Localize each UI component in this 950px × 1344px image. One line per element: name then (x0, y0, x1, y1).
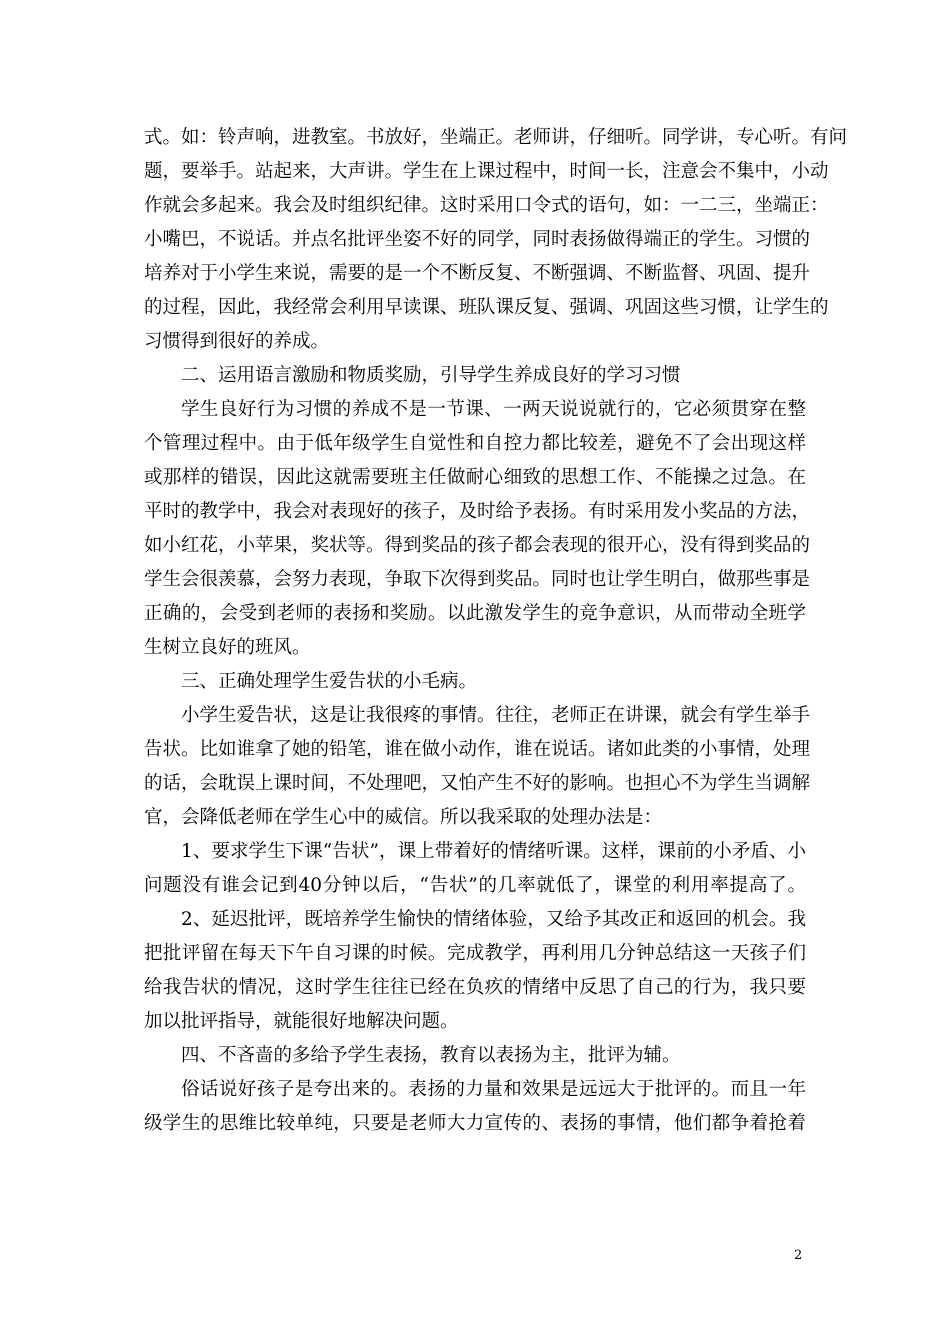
section-heading: 二、运用语言激励和物质奖励，引导学生养成良好的学习习惯 (181, 365, 681, 386)
text-line: 把批评留在每天下午自习课的时候。完成教学，再利用几分钟总结这一天孩子们 (144, 943, 806, 964)
text-line: 如小红花，小苹果，奖状等。得到奖品的孩子都会表现的很开心，没有得到奖品的 (144, 535, 811, 556)
text-line: 平时的教学中，我会对表现好的孩子，及时给予表扬。有时采用发小奖品的方法， (144, 501, 811, 522)
text-line: 问题没有谁会记到40分钟以后，“告状”的几率就低了，课堂的利用率提高了。 (144, 875, 806, 896)
text-line: 小嘴巴，不说话。并点名批评坐姿不好的同学，同时表扬做得端正的学生。习惯的 (144, 229, 811, 250)
section-heading: 四、不吝啬的多给予学生表扬，教育以表扬为主，批评为辅。 (181, 1045, 681, 1066)
text-line: 题，要举手。站起来，大声讲。学生在上课过程中，时间一长，注意会不集中，小动 (144, 161, 829, 182)
text-line: 告状。比如谁拿了她的铅笔，谁在做小动作，谁在说话。诸如此类的小事情，处理 (144, 739, 811, 760)
document-body (144, 121, 848, 1141)
text-line: 级学生的思维比较单纯，只要是老师大力宣传的、表扬的事情，他们都争着抢着 (144, 1113, 806, 1134)
text-line: 的话，会耽误上课时间，不处理吧，又怕产生不好的影响。也担心不为学生当调解 (144, 773, 811, 794)
text-line: 个管理过程中。由于低年级学生自觉性和自控力都比较差，避免不了会出现这样 (144, 433, 806, 454)
text-line: 或那样的错误，因此这就需要班主任做耐心细致的思想工作、不能操之过急。在 (144, 467, 806, 488)
section-heading: 三、正确处理学生爱告状的小毛病。 (181, 671, 478, 692)
text-line: 官，会降低老师在学生心中的威信。所以我采取的处理办法是： (144, 807, 663, 828)
text-line: 正确的，会受到老师的表扬和奖励。以此激发学生的竞争意识，从而带动全班学 (144, 603, 806, 624)
text-line: 习惯得到很好的养成。 (144, 331, 330, 352)
text-line: 生树立良好的班风。 (144, 637, 311, 658)
text-line: 俗话说好孩子是夸出来的。表扬的力量和效果是远远大于批评的。而且一年 (181, 1079, 806, 1100)
text-line: 给我告状的情况，这时学生往往已经在负疚的情绪中反思了自己的行为，我只要 (144, 977, 806, 998)
text-line: 培养对于小学生来说，需要的是一个不断反复、不断强调、不断监督、巩固、提升 (144, 263, 811, 284)
text-line: 作就会多起来。我会及时组织纪律。这时采用口令式的语句，如：一二三，坐端正： (144, 195, 829, 216)
list-item: 1、要求学生下课“告状”，课上带着好的情绪听课。这样，课前的小矛盾、小 (181, 841, 806, 862)
list-item: 2、延迟批评，既培养学生愉快的情绪体验，又给予其改正和返回的机会。我 (181, 909, 806, 930)
text-line: 学生会很羡慕，会努力表现，争取下次得到奖品。同时也让学生明白，做那些事是 (144, 569, 811, 590)
text-line: 小学生爱告状，这是让我很疼的事情。往往，老师正在讲课，就会有学生举手 (181, 705, 811, 726)
text-line: 的过程，因此，我经常会利用早读课、班队课反复、强调、巩固这些习惯，让学生的 (144, 297, 829, 318)
text-line: 学生良好行为习惯的养成不是一节课、一两天说说就行的，它必须贯穿在整 (181, 399, 806, 420)
page-number: 2 (794, 1248, 803, 1263)
text-line: 式。如：铃声响，进教室。书放好，坐端正。老师讲，仔细听。同学讲，专心听。有问 (144, 127, 848, 148)
text-line: 加以批评指导，就能很好地解决问题。 (144, 1011, 459, 1032)
